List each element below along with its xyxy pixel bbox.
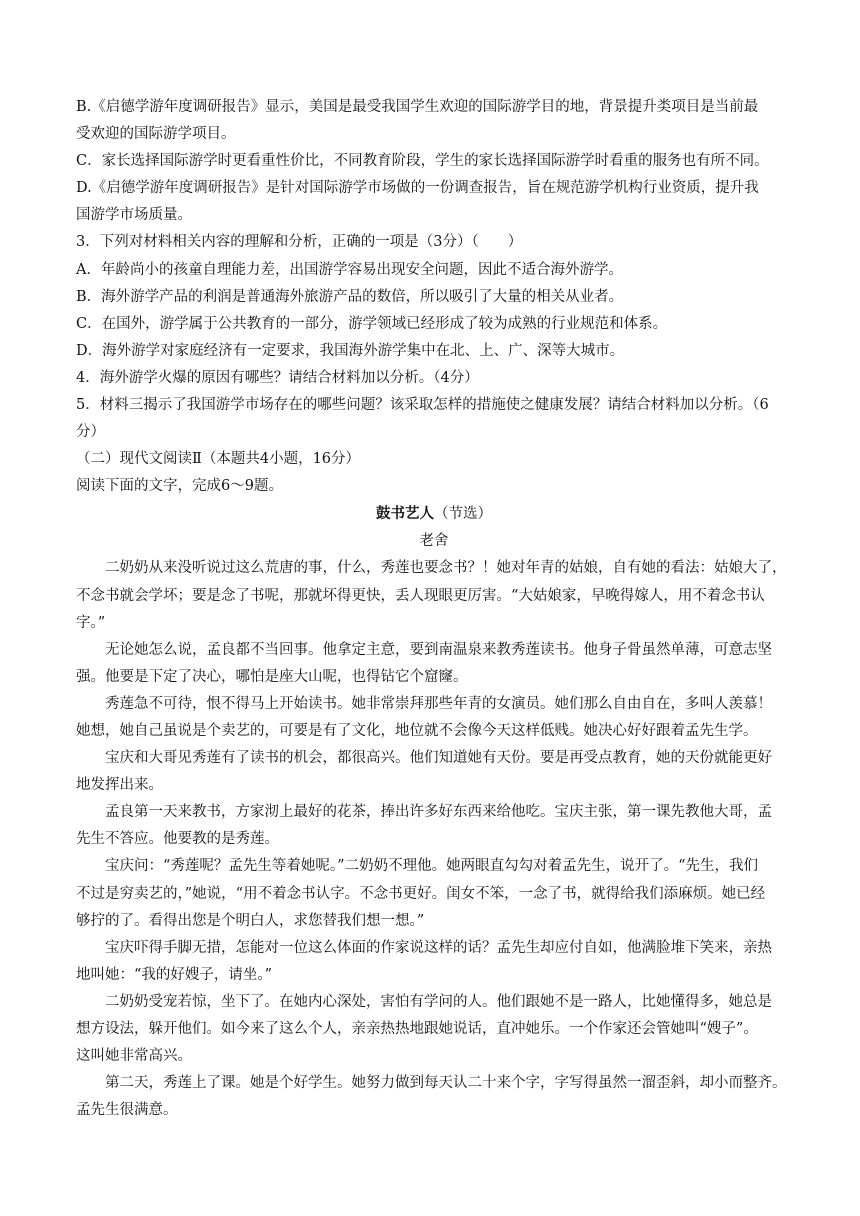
text-line: 地发挥出来。	[76, 777, 163, 794]
text-line: 无论她怎么说，孟良都不当回事。他拿定主意，要到南温泉来教秀莲读书。他身子骨虽然单薄，可意志坚	[105, 641, 772, 658]
article-author: 老舍	[419, 533, 449, 550]
text-line: B．海外游学产品的利润是普通海外旅游产品的数倍，所以吸引了大量的相关从业者。	[76, 288, 624, 305]
text-line: D．海外游学对家庭经济有一定要求，我国海外游学集中在北、上、广、深等大城市。	[76, 342, 625, 359]
text-line: 国游学市场质量。	[76, 207, 192, 224]
text-line: 二奶奶从来没听说过这么荒唐的事，什么，秀莲也要念书？！她对年青的姑娘，自有她的看法：姑娘大了，	[105, 560, 787, 577]
section-heading	[76, 446, 792, 473]
text-line: 想方设法，躲开他们。如今来了这么个人，亲亲热热地跟她说话，直冲她乐。一个作家还会管她叫“嫂子”。	[76, 1021, 758, 1037]
text-line: 宝庆吓得手脚无措，怎能对一位这么体面的作家说这样的话？孟先生却应付自如，他满脸堆下笑来，亲热	[105, 939, 772, 956]
document-page	[76, 94, 792, 1124]
text-line: C．家长选择国际游学时更看重性价比，不同教育阶段，学生的家长选择国际游学时看重的服务也有所不同。	[76, 153, 769, 170]
text-line: 3．下列对材料相关内容的理解和分析，正确的一项是（3分）（ ）	[76, 234, 523, 251]
text-line: 地叫她：“我的好嫂子，请坐。”	[76, 966, 273, 983]
option-3a	[76, 257, 792, 284]
text-line: 孟良第一天来教书，方家沏上最好的花茶，捧出许多好东西来给他吃。宝庆主张，第一课先教他大哥，孟	[105, 804, 772, 821]
option-2d	[76, 175, 792, 229]
text-line: 宝庆和大哥见秀莲有了读书的机会，都很高兴。他们知道她有天份。要是再受点教育，她的天份就能更好	[105, 750, 772, 767]
text-line: 宝庆问：“秀莲呢？孟先生等着她呢。”二奶奶不理他。她两眼直勾勾对着孟先生，说开了。“先生，我们	[105, 858, 758, 875]
text-line: 够拧的了。看得出您是个明白人，求您替我们想一想。”	[76, 912, 425, 929]
article-title: 鼓书艺人	[376, 505, 434, 523]
text-line: 第二天，秀莲上了课。她是个好学生。她努力做到每天认二十来个字，字写得虽然一溜歪斜，却小而整齐。	[105, 1075, 787, 1092]
paragraph	[76, 799, 792, 853]
option-3b	[76, 284, 792, 311]
text-line: 阅读下面的文字，完成6～9题。	[76, 478, 283, 495]
text-line: （二）现代文阅读Ⅱ（本题共4小题，16分）	[76, 451, 361, 468]
text-line: 这叫她非常高兴。	[76, 1048, 192, 1065]
paragraph	[76, 745, 792, 799]
text-line: 5．材料三揭示了我国游学市场存在的哪些问题？该采取怎样的措施使之健康发展？请结合材料加以分析。（6	[76, 397, 769, 414]
text-line: C．在国外，游学属于公共教育的一部分，游学领域已经形成了较为成熟的行业规范和体系。	[76, 315, 668, 332]
text-line: 秀莲急不可待，恨不得马上开始读书。她非常崇拜那些年青的女演员。她们那么自由自在，多叫人羡慕！	[105, 695, 772, 712]
article-header	[76, 500, 792, 555]
text-line: 孟先生很满意。	[76, 1102, 178, 1119]
option-3d	[76, 338, 792, 365]
text-line: D.《启德学游年度调研报告》是针对国际游学市场做的一份调查报告，旨在规范游学机构行业资质，提升我	[76, 180, 759, 197]
text-line: 不过是穷卖艺的，”她说，“用不着念书认字。不念书更好。闺女不笨，一念了书，就得给我们添麻烦。她已经	[76, 885, 766, 902]
question-4	[76, 365, 792, 392]
paragraph	[76, 555, 792, 636]
text-line: 字。”	[76, 614, 106, 631]
paragraph	[76, 935, 792, 989]
article-title-note: （节选）	[434, 506, 492, 523]
paragraph	[76, 1070, 792, 1124]
option-2b	[76, 94, 792, 148]
option-2c	[76, 148, 792, 175]
question-5	[76, 392, 792, 446]
text-line: 不念书就会学坏；要是念了书呢，那就坏得更快，丢人现眼更厉害。“大姑娘家，早晚得嫁人，用不着念书认	[76, 587, 765, 604]
text-line: 她想，她自己虽说是个卖艺的，可要是有了文化，地位就不会像今天这样低贱。她决心好好跟着孟先生学。	[76, 722, 758, 739]
text-line: 分）	[76, 424, 105, 441]
text-line: 强。他要是下定了决心，哪怕是座大山呢，也得钻它个窟窿。	[76, 668, 468, 685]
paragraph	[76, 853, 792, 934]
text-line: 4．海外游学火爆的原因有哪些？请结合材料加以分析。（4分）	[76, 369, 479, 386]
text-line: A．年龄尚小的孩童自理能力差，出国游学容易出现安全问题，因此不适合海外游学。	[76, 261, 623, 278]
paragraph	[76, 691, 792, 745]
article-body	[76, 555, 792, 1124]
text-line: 先生不答应。他要教的是秀莲。	[76, 831, 279, 848]
paragraph	[76, 989, 792, 1070]
text-line: 二奶奶受宠若惊，坐下了。在她内心深处，害怕有学问的人。他们跟她不是一路人，比她懂得多，她总是	[105, 993, 772, 1010]
reading-instruction	[76, 473, 792, 500]
paragraph	[76, 637, 792, 691]
option-3c	[76, 311, 792, 338]
text-line: 受欢迎的国际游学项目。	[76, 126, 236, 143]
question-3	[76, 229, 792, 256]
text-line: B.《启德学游年度调研报告》显示，美国是最受我国学生欢迎的国际游学目的地，背景提升类项目是当前最	[76, 99, 759, 115]
